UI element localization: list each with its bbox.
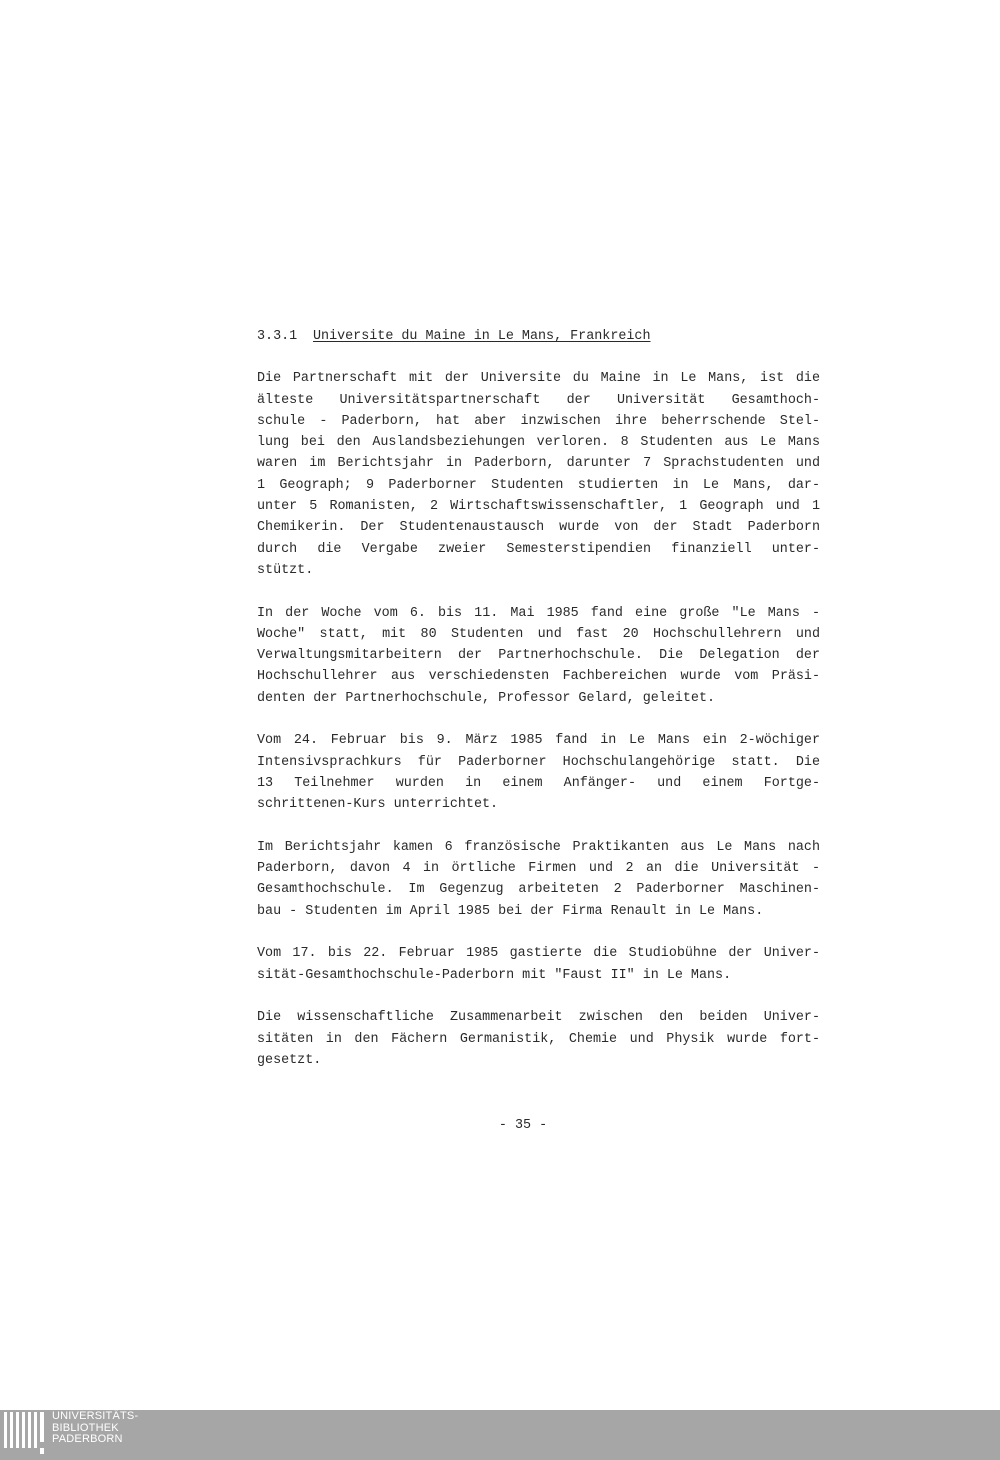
paragraph bbox=[257, 943, 820, 986]
paragraph bbox=[257, 730, 820, 815]
library-bars-logo-icon bbox=[4, 1412, 48, 1458]
paragraph-line: lung bei den Auslandsbeziehungen verloren. 8 Studenten aus Le Mans bbox=[257, 435, 820, 451]
paragraph-line: Vom 17. bis 22. Februar 1985 gastierte die Studiobühne der Univer- bbox=[257, 946, 820, 962]
paragraph bbox=[257, 603, 820, 709]
paragraph-line: In der Woche vom 6. bis 11. Mai 1985 fand eine große "Le Mans - bbox=[257, 605, 820, 621]
paragraph-line: Intensivsprachkurs für Paderborner Hochschulangehörige statt. Die bbox=[257, 754, 820, 770]
paragraph-line: stützt. bbox=[257, 562, 314, 578]
paragraph-line: Woche" statt, mit 80 Studenten und fast 20 Hochschullehrern und bbox=[257, 626, 820, 642]
paragraph bbox=[257, 1007, 820, 1071]
paragraph-line: Die Partnerschaft mit der Universite du Maine in Le Mans, ist die bbox=[257, 371, 820, 387]
paragraphs bbox=[257, 368, 820, 1071]
paragraph-line: Verwaltungsmitarbeitern der Partnerhochschule. Die Delegation der bbox=[257, 648, 820, 664]
section-title: Universite du Maine in Le Mans, Frankreich bbox=[313, 329, 651, 344]
paragraph-line: gesetzt. bbox=[257, 1052, 322, 1068]
paragraph-line: sitäten in den Fächern Germanistik, Chemie und Physik wurde fort- bbox=[257, 1031, 820, 1047]
library-footer bbox=[0, 1410, 1000, 1460]
paragraph-line: durch die Vergabe zweier Semesterstipendien finanziell unter- bbox=[257, 541, 820, 557]
paragraph-line: älteste Universitätspartnerschaft der Universität Gesamthoch- bbox=[257, 392, 820, 408]
paragraph-line: Im Berichtsjahr kamen 6 französische Praktikanten aus Le Mans nach bbox=[257, 839, 820, 855]
logo-line-2: BIBLIOTHEK bbox=[52, 1421, 119, 1434]
paragraph-line: 13 Teilnehmer wurden in einem Anfänger- und einem Fortge- bbox=[257, 775, 820, 791]
section-number: 3.3.1 bbox=[257, 329, 298, 344]
paragraph bbox=[257, 837, 820, 922]
paragraph-line: bau - Studenten im April 1985 bei der Firma Renault in Le Mans. bbox=[257, 903, 764, 919]
page-number: - 35 - bbox=[498, 1118, 548, 1133]
paragraph-line: Gesamthochschule. Im Gegenzug arbeiteten 2 Paderborner Maschinen- bbox=[257, 882, 820, 898]
paragraph-line: Paderborn, davon 4 in örtliche Firmen und 2 an die Universität - bbox=[257, 861, 820, 877]
paragraph-line: Vom 24. Februar bis 9. März 1985 fand in Le Mans ein 2-wöchiger bbox=[257, 733, 820, 749]
paragraph-line: waren im Berichtsjahr in Paderborn, darunter 7 Sprachstudenten und bbox=[257, 456, 820, 472]
paragraph-line: unter 5 Romanisten, 2 Wirtschaftswissenschaftler, 1 Geograph und 1 bbox=[257, 499, 820, 515]
logo-line-1: UNIVERSITÄTS- bbox=[52, 1410, 139, 1422]
section-heading bbox=[257, 326, 820, 347]
paragraph-line: Chemikerin. Der Studentenaustausch wurde von der Stadt Paderborn bbox=[257, 520, 820, 536]
paragraph-line: Die wissenschaftliche Zusammenarbeit zwischen den beiden Univer- bbox=[257, 1010, 820, 1026]
paragraph-line: schrittenen-Kurs unterrichtet. bbox=[257, 797, 499, 813]
paragraph-line: denten der Partnerhochschule, Professor Gelard, geleitet. bbox=[257, 690, 716, 706]
paragraph-line: sität-Gesamthochschule-Paderborn mit "Faust II" in Le Mans. bbox=[257, 967, 732, 983]
document-body bbox=[257, 326, 820, 1092]
library-logo-text bbox=[52, 1411, 138, 1446]
paragraph-line: schule - Paderborn, hat aber inzwischen ihre beherrschende Stel- bbox=[257, 413, 820, 429]
logo-line-3: PADERBORN bbox=[52, 1433, 123, 1445]
paragraph-line: Hochschullehrer aus verschiedensten Fachbereichen wurde vom Präsi- bbox=[257, 669, 820, 685]
paragraph-line: 1 Geograph; 9 Paderborner Studenten studierten in Le Mans, dar- bbox=[257, 477, 820, 493]
paragraph bbox=[257, 368, 820, 581]
